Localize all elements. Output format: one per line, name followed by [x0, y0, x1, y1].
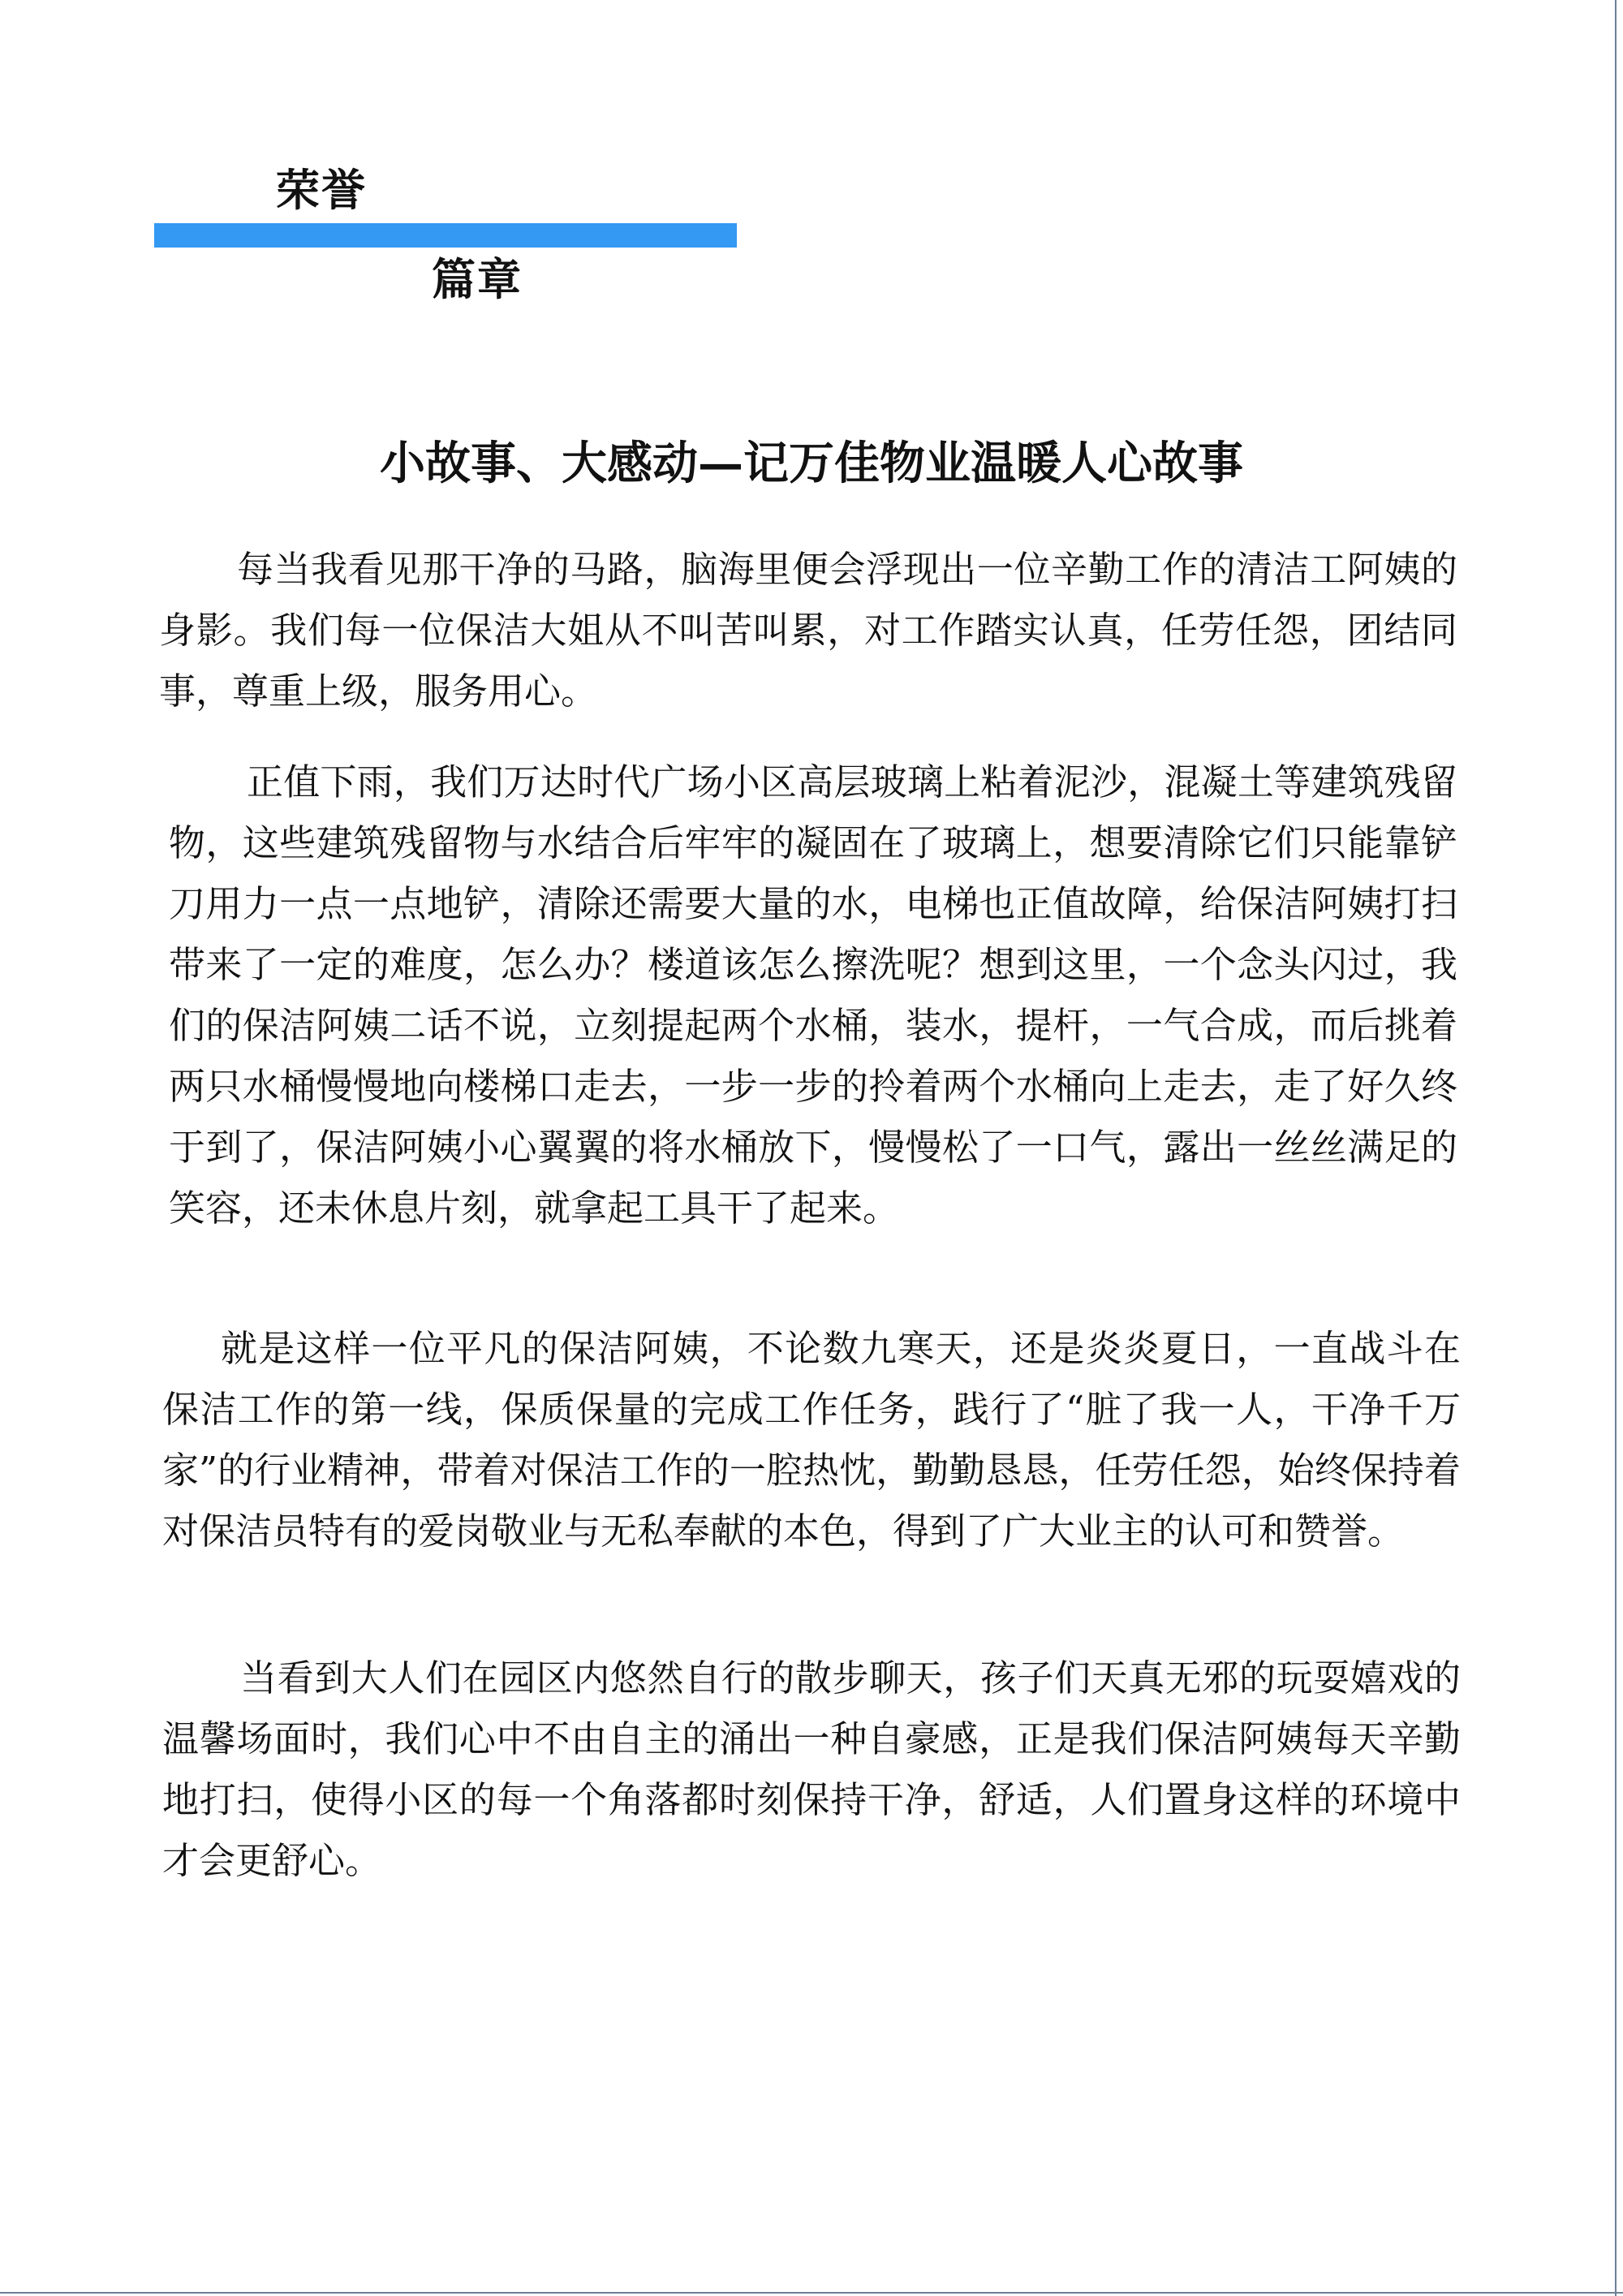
section-label-bottom: 篇章: [432, 254, 523, 305]
article-paragraph-4: 当看到大人们在园区内悠然自行的散步聊天，孩子们天真无邪的玩耍嬉戏的温馨场面时，我们心中不由自主的涌出一种自豪感，正是我们保洁阿姨每天辛勤地打扫，使得小区的每一个角落都时刻保持干净，舒适，人们置身这样的环境中才会更舒心。: [162, 1656, 1461, 1882]
page-right-border: [1615, 0, 1617, 2296]
article-paragraph-1: 每当我看见那干净的马路，脑海里便会浮现出一位辛勤工作的清洁工阿姨的身影。我们每一位保洁大姐从不叫苦叫累，对工作踏实认真，任劳任怨，团结同事，尊重上级，服务用心。: [159, 548, 1457, 713]
page-bottom-border: [0, 2292, 1623, 2294]
section-accent-bar: [154, 223, 737, 248]
section-label-top: 荣誉: [276, 165, 367, 216]
article-paragraph-2: 正值下雨，我们万达时代广场小区高层玻璃上粘着泥沙，混凝土等建筑残留物，这些建筑残留物与水结合后牢牢的凝固在了玻璃上，想要清除它们只能靠铲刀用力一点一点地铲，清除还需要大量的水，电梯也正值故障，给保洁阿姨打扫带来了一定的难度，怎么办？楼道该怎么擦洗呢？想到这里，一个念头闪过，我们的保洁阿姨二话不说，立刻提起两个水桶，装水，提杆，一气合成，而后挑着两只水桶慢慢地向楼梯口走去，一步一步的拎着两个水桶向上走去，走了好久终于到了，保洁阿姨小心翼翼的将水桶放下，慢慢松了一口气，露出一丝丝满足的笑容，还未休息片刻，就拿起工具干了起来。: [169, 760, 1457, 1230]
article-paragraph-3: 就是这样一位平凡的保洁阿姨，不论数九寒天，还是炎炎夏日，一直战斗在保洁工作的第一线，保质保量的完成工作任务，践行了“脏了我一人，干净千万家”的行业精神，带着对保洁工作的一腔热忱，勤勤恳恳，任劳任怨，始终保持着对保洁员特有的爱岗敬业与无私奉献的本色，得到了广大业主的认可和赞誉。: [162, 1327, 1461, 1553]
article-title: 小故事、大感动—记万佳物业温暖人心故事: [380, 436, 1243, 490]
